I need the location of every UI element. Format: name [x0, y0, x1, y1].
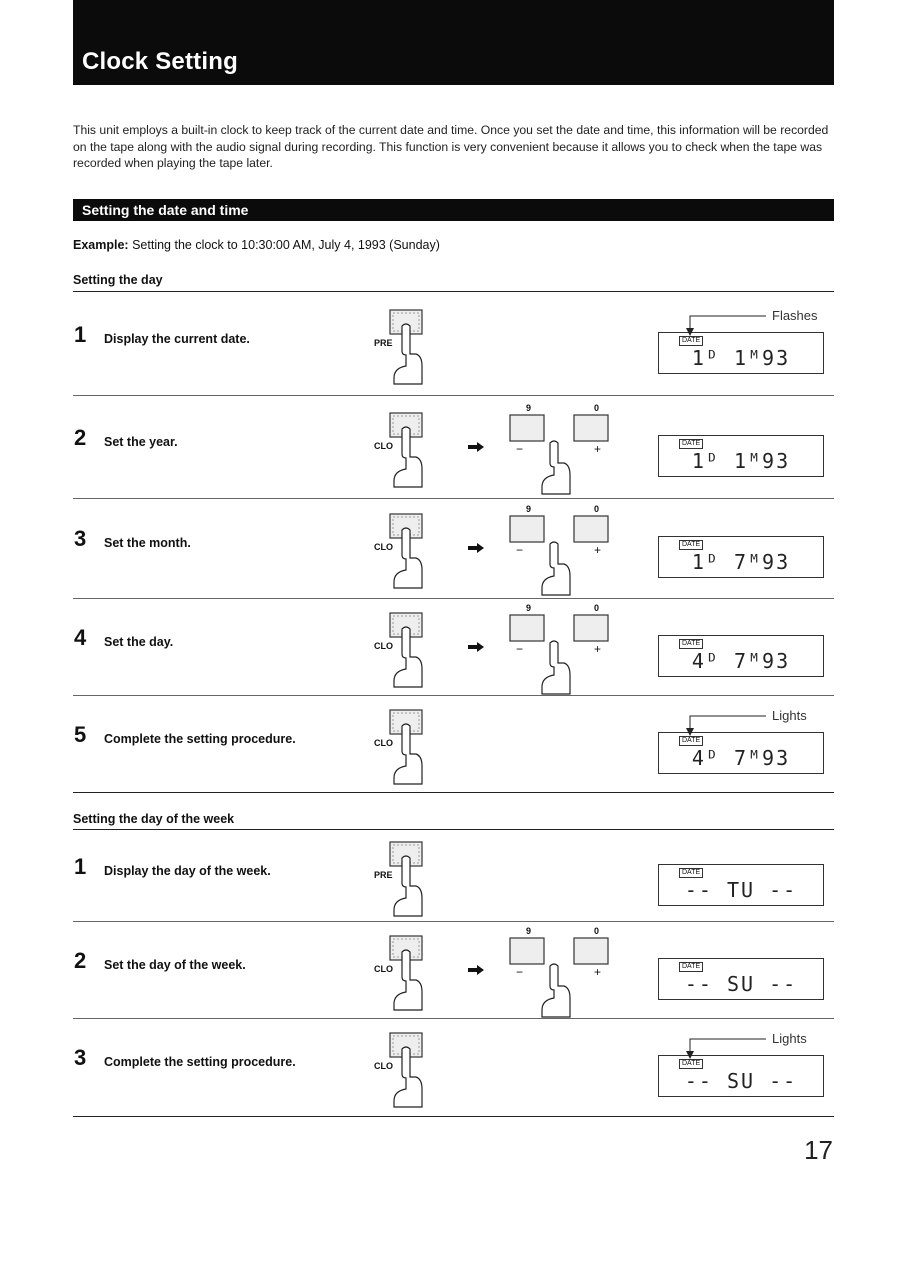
step-number: 5 [74, 721, 87, 747]
callout-pointer [686, 312, 766, 342]
step-instruction: Display the current date. [104, 331, 250, 346]
step-row [0, 921, 919, 1018]
svg-text:+: + [594, 543, 602, 557]
arrow-right-icon [468, 639, 484, 657]
lcd-display [658, 635, 824, 677]
number-keys-illustration [502, 502, 622, 602]
step-instruction: Complete the setting procedure. [104, 1055, 296, 1069]
svg-text:9: 9 [526, 925, 532, 936]
arrow-right-icon [468, 540, 484, 558]
callout-label: Lights [772, 707, 807, 723]
svg-text:0: 0 [594, 402, 600, 413]
step-row [0, 395, 919, 498]
date-indicator: DATE [679, 1059, 703, 1069]
title-bar [73, 0, 834, 85]
callout-pointer [686, 712, 766, 742]
step-instruction: Set the day. [104, 634, 174, 649]
clock-set-button-illustration [372, 706, 442, 791]
page-title: Clock Setting [82, 48, 238, 75]
step-instruction: Set the month. [104, 536, 191, 550]
step-row [0, 695, 919, 792]
section-bar [73, 199, 834, 221]
svg-text:CLO: CLO [374, 1061, 393, 1071]
step-number: 2 [74, 424, 87, 450]
callout-label: Flashes [772, 307, 818, 323]
clock-set-button-illustration [372, 1029, 442, 1114]
lcd-readout: -- SU -- [684, 971, 798, 996]
lcd-readout: 4ᴰ 7ᴹ93 [691, 745, 791, 770]
preset-button-illustration [372, 838, 442, 923]
number-keys-illustration [502, 601, 622, 701]
example-label: Example: [73, 238, 129, 252]
clock-set-button-illustration [372, 609, 442, 694]
number-keys-illustration [502, 401, 622, 501]
step-row [0, 598, 919, 695]
example-text: Setting the clock to 10:30:00 AM, July 4, 1993 (Sunday) [132, 238, 440, 252]
step-number: 3 [74, 1045, 87, 1070]
clock-set-button-illustration [372, 409, 442, 494]
lcd-readout: 1ᴰ 1ᴹ93 [691, 448, 791, 473]
date-indicator: DATE [679, 439, 703, 449]
svg-text:+: + [594, 441, 602, 456]
svg-text:9: 9 [526, 602, 532, 613]
step-instruction: Display the day of the week. [104, 863, 271, 878]
step-number: 4 [74, 624, 87, 650]
section-title: Setting the date and time [82, 202, 249, 218]
clock-set-button-illustration [372, 932, 442, 1017]
example-line [73, 238, 440, 252]
step-instruction: Set the day of the week. [104, 957, 246, 972]
svg-text:−: − [516, 964, 524, 979]
setting-week-heading: Setting the day of the week [73, 812, 235, 826]
svg-text:9: 9 [526, 402, 532, 413]
date-indicator: DATE [679, 962, 703, 972]
svg-text:CLO: CLO [374, 737, 393, 748]
svg-text:−: − [516, 441, 524, 456]
step-row [0, 292, 919, 395]
svg-text:CLO: CLO [374, 440, 393, 451]
svg-text:0: 0 [594, 602, 600, 613]
arrow-right-icon [468, 439, 484, 457]
step-number: 1 [74, 321, 87, 347]
step-instruction: Complete the setting procedure. [104, 731, 296, 746]
lcd-readout: 1ᴰ 1ᴹ93 [691, 345, 791, 370]
preset-button-illustration [372, 306, 442, 391]
svg-text:9: 9 [526, 504, 532, 514]
step-instruction: Set the year. [104, 434, 178, 449]
arrow-right-icon [468, 962, 484, 980]
svg-text:CLO: CLO [374, 963, 393, 974]
date-indicator: DATE [679, 336, 703, 346]
svg-text:0: 0 [594, 504, 600, 514]
date-indicator: DATE [679, 736, 703, 746]
callout-label: Lights [772, 1031, 807, 1046]
number-keys-illustration [502, 924, 622, 1024]
svg-text:PRE: PRE [374, 869, 393, 880]
svg-text:CLO: CLO [374, 640, 393, 651]
svg-text:−: − [516, 641, 524, 656]
page-number: 17 [804, 1135, 833, 1165]
lcd-readout: -- TU -- [684, 877, 798, 902]
svg-text:0: 0 [594, 925, 600, 936]
date-indicator: DATE [679, 868, 703, 878]
svg-text:CLO: CLO [374, 542, 393, 552]
svg-text:PRE: PRE [374, 337, 393, 348]
divider [73, 1116, 834, 1117]
lcd-display [658, 536, 824, 578]
svg-text:+: + [594, 641, 602, 656]
step-number: 2 [74, 947, 87, 973]
lcd-display [658, 958, 824, 1000]
lcd-readout: 4ᴰ 7ᴹ93 [691, 648, 791, 673]
step-number: 3 [74, 526, 87, 551]
step-row [0, 830, 919, 921]
step-row [0, 498, 919, 598]
clock-set-button-illustration [372, 510, 442, 595]
lcd-readout: -- SU -- [684, 1069, 798, 1093]
callout-pointer [686, 1035, 766, 1065]
setting-day-heading: Setting the day [73, 273, 163, 287]
date-indicator: DATE [679, 639, 703, 649]
lcd-display [658, 864, 824, 906]
svg-text:+: + [594, 964, 602, 979]
step-row [0, 1018, 919, 1116]
lcd-display [658, 435, 824, 477]
date-indicator: DATE [679, 540, 703, 550]
intro-paragraph: This unit employs a built-in clock to keep track of the current date and time. Once you set the date and time, this information will be recorded on the tape along with the audio signal during recording. This function is very convenient because it allows you to check when the tape was recorded when playing the tape later. [73, 123, 829, 170]
step-number: 1 [74, 853, 87, 879]
divider [73, 792, 834, 793]
svg-text:−: − [516, 543, 524, 557]
lcd-readout: 1ᴰ 7ᴹ93 [691, 550, 791, 574]
